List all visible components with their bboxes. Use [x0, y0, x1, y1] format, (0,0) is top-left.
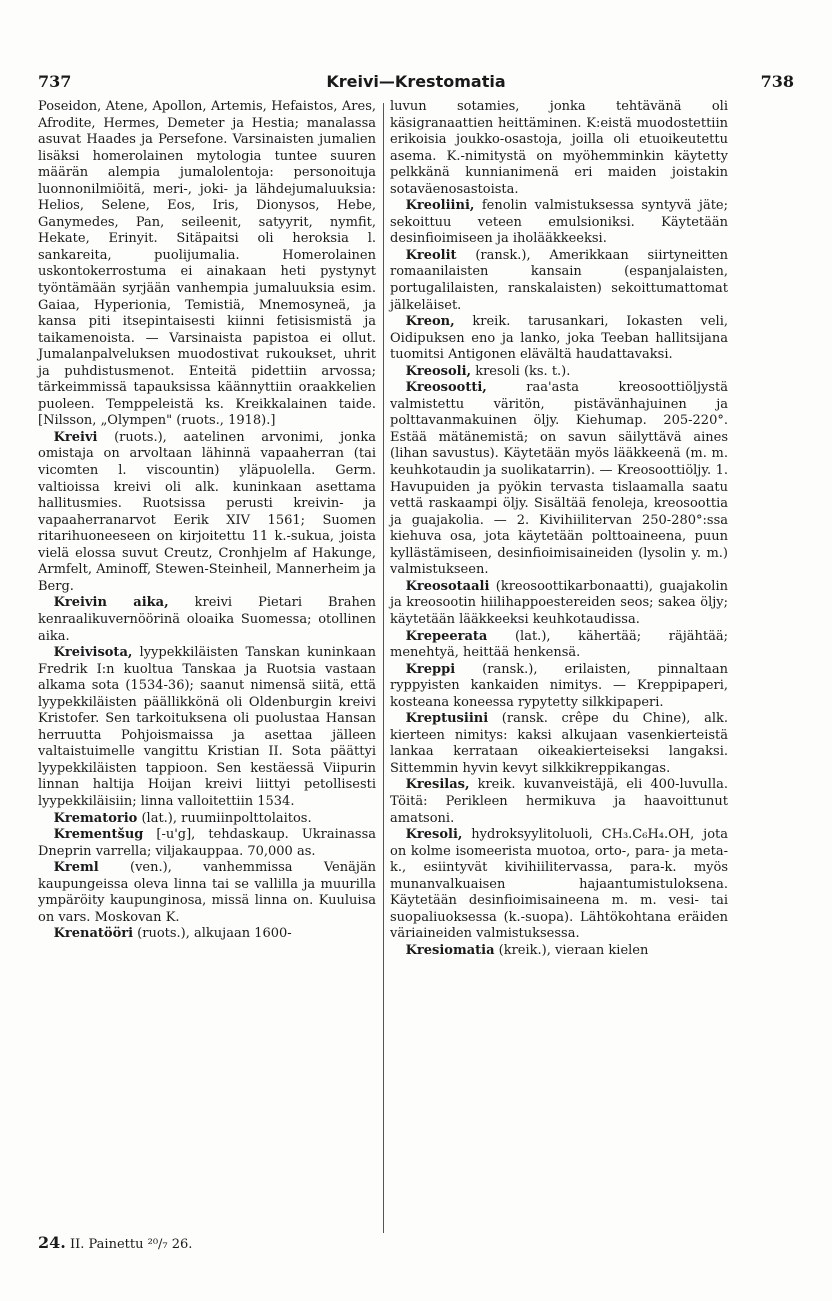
entry-text: (ransk.), Amerikkaan siirtyneitten romaanilaisten kansain (espanjalaisten, portugalilaisten, ranskalaisten) sekoittumattomat jälkeläiset. [390, 247, 728, 313]
column-divider [383, 103, 384, 1233]
entry-text: (kreik.), vieraan kielen [494, 942, 649, 958]
dictionary-entry [38, 595, 376, 645]
dictionary-entry [38, 926, 376, 943]
entry-text: (kreosoottikarbonaatti), guajakolin ja kreosootin hiilihappoestereiden seos; sakea öljy; käytetään lääkkeeksi keuhkotaudissa. [390, 578, 728, 627]
entry-headword: Krenatööri [53, 926, 134, 942]
dictionary-entry [38, 827, 376, 860]
dictionary-entry [390, 248, 728, 314]
page-footer [38, 1233, 192, 1252]
page-header [38, 64, 794, 94]
page-number-left: 737 [38, 72, 72, 91]
entry-headword: Kreppi [405, 661, 456, 677]
entry-text: kreivi Pietari Brahen kenraalikuvernöörinä oloaika Suomessa; otollinen aika. [38, 595, 376, 644]
dictionary-entry [390, 629, 728, 662]
dictionary-entry [38, 811, 376, 828]
entry-text: (ruots.), alkujaan 1600- [133, 926, 292, 942]
entry-text: hydroksyylitoluoli, CH₃.C₆H₄.OH, jota on kolme isomeerista muotoa, orto-, para- ja meta-k., esiintyvät kivihiilitervassa, para-k. myös munanvalkuaisen hajaantumistuloksena. Käytetään desinfioimisaineena m. m. vesi- tai suopaliuoksessa (k.-suopa). Lähtökohtana eräiden väriaineiden valmistuksessa. [390, 827, 728, 942]
entry-headword: Kreolit [405, 247, 457, 263]
entry-headword: Kreosotaali [405, 578, 490, 594]
dictionary-entry [390, 380, 728, 579]
dictionary-entry [390, 711, 728, 777]
entry-headword: Kreosoli, [405, 363, 472, 379]
entry-text: (ransk. crêpe du Chine), alk. kierteen nimitys: kaksi alkujaan vasenkierteistä lankaa kerrataan oikeakierteiseksi langaksi. Sittemmin hyvin kevyt silkkikreppikangas. [390, 711, 728, 776]
entry-text: (ruots.), aatelinen arvonimi, jonka omistaja on arvoltaan lähinnä vapaaherran (tai vicomten l. viscountin) yläpuolella. Germ. valtioissa kreivi oli alk. kuninkaan asettama hallitusmies. Ruotsissa perusti kreivin- ja vapaaherranarvot Eerik XIV 1561; Suomen ritarihuoneeseen on kirjoitettu 11 k.-sukua, joista vielä elossa suvut Creutz, Cronhjelm af Hakunge, Armfelt, Aminoff, Stewen-Steinheil, Mannerheim ja Berg. [38, 429, 376, 594]
entry-text: (lat.), kähertää; räjähtää; menehtyä, heittää henkensä. [390, 628, 728, 661]
entry-headword: Kreptusiini [405, 711, 489, 727]
right-column [390, 99, 728, 959]
entry-text: kresoli (ks. t.). [471, 363, 571, 379]
entry-text: luvun sotamies, jonka tehtävänä oli käsigranaattien heittäminen. K:eistä muodostettiin erikoisia joukko-osastoja, joilla oli etuoikeutettu asema. K.-nimitystä on myöhemminkin käytetty pelkkänä kunnianimenä eri maiden joistakin sotaväenosastoista. [390, 99, 728, 197]
entry-headword: Kreivisota, [53, 645, 133, 661]
dictionary-entry [390, 99, 728, 198]
entry-text: [-u'g], tehdaskaup. Ukrainassa Dneprin varrella; viljakauppaa. 70,000 as. [38, 827, 376, 859]
dictionary-entry [390, 943, 728, 960]
dictionary-entry [390, 827, 728, 943]
entry-headword: Kresoli, [405, 827, 463, 843]
dictionary-entry [390, 198, 728, 248]
dictionary-entry [390, 777, 728, 827]
left-column [38, 99, 376, 943]
entry-text: Poseidon, Atene, Apollon, Artemis, Hefaistos, Ares, Afrodite, Hermes, Demeter ja Hestia; manalassa asuvat Haades ja Persefone. Varsinaisten jumalien lisäksi homerolainen mytologia tuntee suuren määrän alempia jumalolentoja: personoituja luonnonilmiöitä, meri-, joki- ja lähdejumaluuksia: Helios, Selene, Eos, Iris, Dionysos, Hebe, Ganymedes, Pan, seileenit, satyyrit, nymfit, Hekate, Erinyit. Sitäpaitsi oli heroksia l. sankareita, puolijumalia. Homerolainen uskontokerrostuma ei ainakaan heti pystynyt työntämään syrjään vanhempia jumaluuksia esim. Gaiaa, Hyperionia, Temistiä, Mnemosyneä, ja kansa piti itsepintaisesti kiinni fetisismistä ja taikamenoista. — Varsinaista papistoa ei ollut. Jumalanpalveluksen muodostivat rukoukset, uhrit ja puhdistusmenot. Enteitä pidettiin arvossa; tärkeimmissä tapauksissa käännyttiin oraakkelien puoleen. Temppeleistä ks. Kreikkalainen taide. [Nilsson, „Olympen" (ruots., 1918).] [38, 99, 376, 429]
dictionary-entry [390, 364, 728, 381]
entry-headword: Kresiomatia [405, 942, 495, 958]
entry-text: (ransk.), erilaisten, pinnaltaan ryppyisten kankaiden nimitys. — Kreppipaperi, kosteana koneessa rypytetty silkkipaperi. [390, 661, 728, 710]
entry-text: kreik. kuvanveistäjä, eli 400-luvulla. Töitä: Perikleen hermikuva ja haavoittunut amatsoni. [390, 777, 728, 826]
dictionary-entry [390, 579, 728, 629]
entry-headword: Krepeerata [405, 628, 488, 644]
imprint-note: II. Painettu ²⁰/₇ 26. [69, 1237, 193, 1252]
entry-headword: Kresilas, [405, 777, 470, 793]
entry-text: fenolin valmistuksessa syntyvä jäte; sekoittuu veteen emulsioniksi. Käytetään desinfioimiseen ja iholääkkeeksi. [390, 198, 728, 247]
entry-text: kreik. tarusankari, Iokasten veli, Oidipuksen eno ja lanko, joka Teeban hallitsijana tuomitsi Antigonen elävältä haudattavaksi. [390, 314, 728, 363]
dictionary-entry [390, 314, 728, 364]
running-title: Kreivi—Krestomatia [326, 72, 506, 91]
page-number-right: 738 [760, 72, 794, 91]
dictionary-entry [38, 430, 376, 595]
dictionary-entry [38, 99, 376, 430]
entry-headword: Kreivi [53, 429, 98, 445]
entry-headword: Kreon, [405, 314, 455, 330]
dictionary-entry [38, 860, 376, 926]
signature-mark: 24. [38, 1233, 66, 1252]
entry-text: lyypekkiläisten Tanskan kuninkaan Fredrik I:n kuoltua Tanskaa ja Ruotsia vastaan alkama sota (1534-36); saanut nimensä siitä, että lyypekkiläisten päällikkönä oli Oldenburgin kreivi Kristofer. Sen tarkoituksena oli puolustaa Hansan herruutta Pohjoismaissa ja asettaa jälleen valtaistuimelle vangittu Kristian II. Sota päättyi lyypekkiläisten tappioon. Sen kestäessä Viipurin linnan haltija Hoijan kreivi liittyi petollisesti lyypekkiläisiin; linna valloitettiin 1534. [38, 645, 376, 809]
entry-headword: Kreml [53, 860, 99, 876]
dictionary-entry [390, 662, 728, 712]
dictionary-entry [38, 645, 376, 810]
entry-text: (ven.), vanhemmissa Venäjän kaupungeissa oleva linna tai se vallilla ja muurilla ympäröity kaupunginosa, missä linna on. Kuuluisa on vars. Moskovan K. [38, 860, 376, 925]
entry-text: (lat.), ruumiinpolttolaitos. [137, 810, 312, 826]
entry-headword: Krementšug [53, 827, 144, 843]
entry-headword: Kreosootti, [405, 380, 487, 396]
entry-text: raa'asta kreosoottiöljystä valmistettu väritön, pistävänhajuinen ja polttavanmakuinen öljy. Kiehumap. 205-220°. Estää mätänemistä; on savun säilyttävä aines (lihan savustus). Käytetään myös lääkkeenä (m. m. keuhkotaudin ja suolikatarrin). — Kreosoottiöljy. 1. Havupuiden ja pyökin tervasta tislaamalla saatu vettä raskaampi öljy. Sisältää fenoleja, kreosoottia ja guajakolia. — 2. Kivihiilitervan 250-280°:ssa kiehuva osa, jota käytetään polttoaineena, puun kyllästämiseen, desinfioimisaineiden (lysolin y. m.) valmistukseen. [390, 380, 728, 578]
entry-headword: Kreivin aika, [53, 595, 169, 611]
entry-headword: Krematorio [53, 810, 138, 826]
entry-headword: Kreoliini, [405, 198, 475, 214]
